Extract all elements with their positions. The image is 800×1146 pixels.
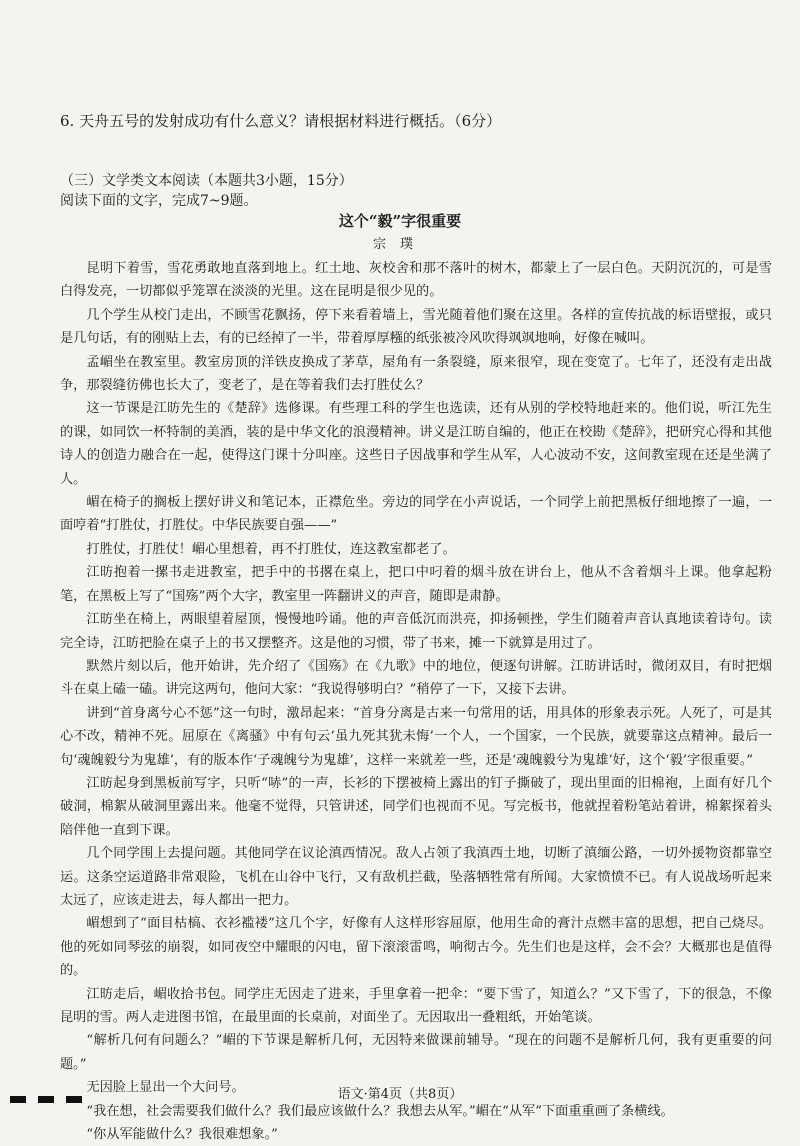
paragraph: 讲到“首身离兮心不惩”这一句时，激昂起来：“首身分离是古来一句常用的话，用具体的形象表示死。人死了，可是其心不改，精神不死。屈原在《离骚》中有句云‘虽九死其犹未悔’一个人，一个国家，一个民族，就要靠这点精神。最后一句‘魂魄毅兮为鬼雄’，有的版本作‘子魂魄兮为鬼雄’，这样一来就差一些，还是‘魂魄毅兮为鬼雄’好，这个‘毅’字很重要。” [60,705,772,768]
section-heading: （三）文学类文本阅读（本题共3小题，15分） [60,173,353,189]
paragraph: 孟嵋坐在教室里。教室房顶的洋铁皮换成了茅草，屋角有一条裂缝，原来很窄，现在变宽了。七年了，还没有走出战争，那裂缝彷佛也长大了，变老了，是在等着我们去打胜仗么？ [60,354,772,394]
paragraph: 昆明下着雪，雪花勇敢地直落到地上。红土地、灰校舍和那不落叶的树木，都蒙上了一层白色。天阴沉沉的，可是雪白得发亮，一切都似乎笼罩在淡淡的光里。这在昆明是很少见的。 [60,261,772,300]
paragraph: 几个同学围上去提问题。其他同学在议论滇西情况。敌人占领了我滇西土地，切断了滇缅公路，一切外援物资都靠空运。这条空运道路非常艰险，飞机在山谷中飞行，又有敌机拦截，坠落牺牲常有所闻。大家愤愤不已。有人说战场听起来太远了，应该走进去，每人都出一把力。 [60,846,772,908]
instruction: 阅读下面的文字，完成7~9题。 [60,193,258,209]
story-title: 这个“毅”字很重要 [338,212,462,230]
question-6: 6. 天舟五号的发射成功有什么意义？请根据材料进行概括。（6分） [60,112,502,130]
paragraph: 江昉起身到黑板前写字，只听“哧”的一声，长衫的下摆被椅上露出的钉子撕破了，现出里面的旧棉袍，上面有好几个破洞，棉絮从破洞里露出来。他毫不觉得，只管讲述，同学们也视而不见。写完板书，他就捏着粉笔站着讲，棉絮探着头陪伴他一直到下课。 [60,775,772,838]
paragraph: 打胜仗，打胜仗！嵋心里想着，再不打胜仗，连这教室都老了。 [86,541,456,557]
paragraph: “我在想，社会需要我们做什么？我们最应该做什么？我想去从军。”嵋在“从军”下面重重画了条横线。 [86,1103,674,1119]
paragraph: 嵋想到了“面目枯槁、衣衫褴褛”这几个字，好像有人这样形容屈原，他用生命的膏汁点燃丰富的思想，把自己烧尽。他的死如同琴弦的崩裂，如同夜空中耀眼的闪电，留下滚滚雷鸣，响彻古今。先生们也是这样，会不会？大概那也是值得的。 [60,916,772,979]
page-footer: 语文·第4页（共8页） [337,1087,463,1102]
paragraph: 江昉抱着一摞书走进教室，把手中的书撂在桌上，把口中叼着的烟斗放在讲台上，他从不含着烟斗上课。他拿起粉笔，在黑板上写了“国殇”两个大字，教室里一阵翻讲义的声音，随即是肃静。 [60,565,772,604]
paragraph: 默然片刻以后，他开始讲，先介绍了《国殇》在《九歌》中的地位，便逐句讲解。江昉讲话时，微闭双目，有时把烟斗在桌上磕一磕。讲完这两句，他问大家：“我说得够明白？”稍停了一下，又接下去讲。 [60,658,772,698]
story-body [60,257,772,1146]
paragraph: 嵋在椅子的搁板上摆好讲义和笔记本，正襟危坐。旁边的同学在小声说话，一个同学上前把黑板仔细地擦了一遍，一面哼着“打胜仗，打胜仗。中华民族要自强——” [60,495,772,534]
paragraph: 无因脸上显出一个大问号。 [86,1080,245,1096]
story-author: 宗璞 [372,237,427,252]
paragraph: “你从军能做什么？我很难想象。” [86,1127,278,1143]
paragraph: 江昉坐在椅上，两眼望着屋顶，慢慢地吟诵。他的声音低沉而洪亮，抑扬顿挫，学生们随着声音认真地读着诗句。读完全诗，江昉把脸在桌子上的书又摆整齐。这是他的习惯，带了书来，摊一下就算是用过了。 [60,612,772,651]
paragraph: 几个学生从校门走出，不顾雪花飘扬，停下来看着墙上，雪光随着他们聚在这里。各样的宣传抗战的标语壁报，或只是几句话，有的刚贴上去，有的已经掉了一半，带着厚厚糨的纸张被冷风吹得飒飒地响，好像在喊叫。 [60,307,772,347]
paragraph: “解析几何有问题么？”嵋的下节课是解析几何，无因特来做课前辅导。“现在的问题不是解析几何，我有更重要的问题。” [60,1033,772,1072]
paragraph: 江昉走后，嵋收拾书包。同学庄无因走了进来，手里拿着一把伞：“要下雪了，知道么？”又下雪了，下的很急，不像昆明的雪。两人走进图书馆，在最里面的长桌前，对面坐了。无因取出一叠粗纸，开始笔谈。 [60,986,772,1025]
paragraph: 这一节课是江昉先生的《楚辞》选修课。有些理工科的学生也选读，还有从别的学校特地赶来的。他们说，听江先生的课，如同饮一杯特制的美酒，装的是中华文化的浪漫精神。讲义是江昉自编的，他正在校勘《楚辞》，把研究心得和其他诗人的创造力融合在一起，使得这门课十分叫座。这些日子因战事和学生从军，人心波动不安，这间教室现在还是坐满了人。 [60,401,772,487]
